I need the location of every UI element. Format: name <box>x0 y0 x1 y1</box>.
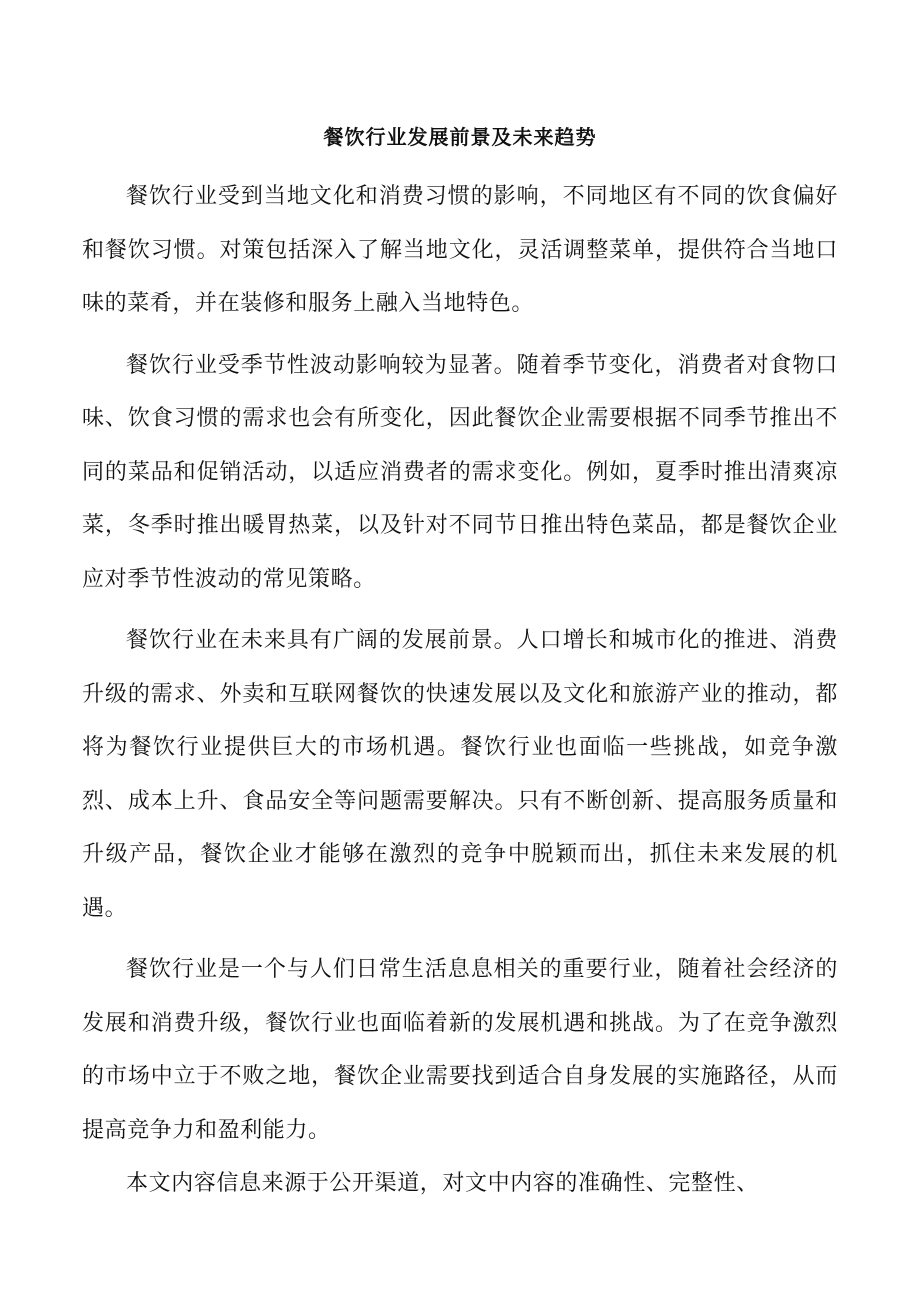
document-body <box>82 170 838 1211</box>
paragraph-seasonal-fluctuation: 餐饮行业受季节性波动影响较为显著。随着季节变化，消费者对食物口味、饮食习惯的需求也会有所变化，因此餐饮企业需要根据不同季节推出不同的菜品和促销活动，以适应消费者的需求变化。例如，夏季时推出清爽凉菜，冬季时推出暖胃热菜，以及针对不同节日推出特色菜品，都是餐饮企业应对季节性波动的常见策略。 <box>82 352 838 592</box>
paragraph-local-culture: 餐饮行业受到当地文化和消费习惯的影响，不同地区有不同的饮食偏好和餐饮习惯。对策包括深入了解当地文化，灵活调整菜单，提供符合当地口味的菜肴，并在装修和服务上融入当地特色。 <box>82 184 838 316</box>
paragraph-disclaimer: 本文内容信息来源于公开渠道，对文中内容的准确性、完整性、 <box>126 1171 759 1196</box>
paragraph-implementation-path: 餐饮行业是一个与人们日常生活息息相关的重要行业，随着社会经济的发展和消费升级，餐饮行业也面临着新的发展机遇和挑战。为了在竞争激烈的市场中立于不败之地，餐饮企业需要找到适合自身发展的实施路径，从而提高竞争力和盈利能力。 <box>82 957 838 1143</box>
document-title: 餐饮行业发展前景及未来趋势 <box>323 125 597 149</box>
paragraph-future-prospects: 餐饮行业在未来具有广阔的发展前景。人口增长和城市化的推进、消费升级的需求、外卖和互联网餐饮的快速发展以及文化和旅游产业的推动，都将为餐饮行业提供巨大的市场机遇。餐饮行业也面临一些挑战，如竞争激烈、成本上升、食品安全等问题需要解决。只有不断创新、提高服务质量和升级产品，餐饮企业才能够在激烈的竞争中脱颖而出，抓住未来发展的机遇。 <box>82 628 838 921</box>
